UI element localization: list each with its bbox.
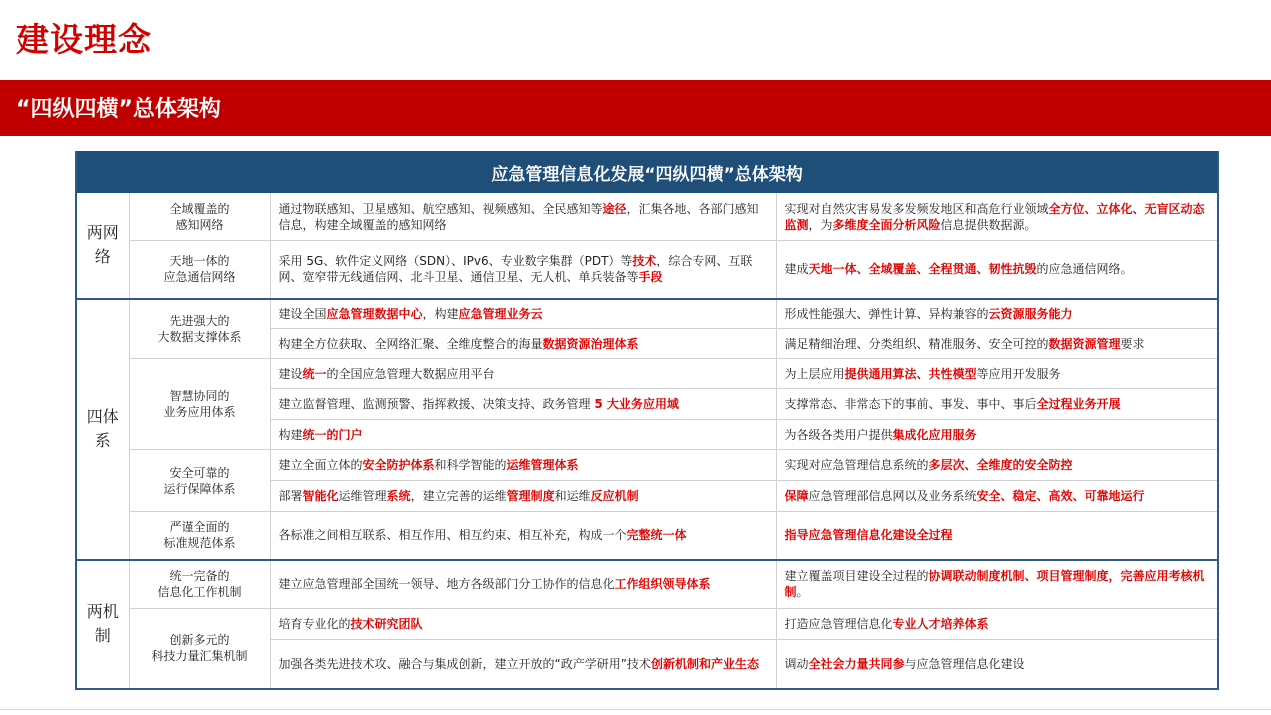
table-row <box>76 560 1218 609</box>
text-segment: 建设全国 <box>278 306 327 321</box>
highlight-text: 应急管理业务云 <box>458 306 543 321</box>
text-segment: 为各级各类用户提供 <box>784 427 893 442</box>
text-segment: 建成 <box>784 262 809 277</box>
text-segment: 等应用开发服务 <box>976 366 1061 381</box>
subsystem-label-line: 运行保障体系 <box>163 481 236 496</box>
measure-cell <box>270 450 776 481</box>
goal-cell <box>776 609 1218 640</box>
text-segment: 各标准之间相互联系、相互作用、相互约束、相互补充，构成一个 <box>278 528 627 543</box>
highlight-text: 统一 <box>302 366 327 381</box>
table-row <box>76 450 1218 481</box>
text-segment: 建立覆盖项目建设全过程的 <box>784 569 929 584</box>
highlight-text: 完整统一体 <box>626 528 687 543</box>
group-label-line: 系 <box>94 431 111 450</box>
subsystem-label-line: 天地一体的 <box>169 254 230 269</box>
subsystem-label-line: 科技力量汇集机制 <box>151 649 248 664</box>
subsystem-label-line: 全域覆盖的 <box>169 201 230 216</box>
highlight-text: 统一的门户 <box>302 427 363 442</box>
highlight-text: 运维管理体系 <box>506 458 579 472</box>
highlight-text: 协调联动制度机制、项目管理制度，完善应用考核机制 <box>784 569 1205 600</box>
group-label-cell <box>76 299 129 560</box>
subsystem-label-cell <box>129 299 270 359</box>
table-title: 应急管理信息化发展“四纵四横”总体架构 <box>76 152 1218 193</box>
measure-cell <box>270 560 776 609</box>
subsystem-label-line: 感知网络 <box>175 217 224 232</box>
text-segment: 形成性能强大、弹性计算、异构兼容的 <box>784 306 989 321</box>
highlight-text: 反应机制 <box>590 489 639 503</box>
section-banner-title: “四纵四横”总体架构 <box>16 97 221 122</box>
text-segment: 建立全面立体的 <box>278 458 363 472</box>
text-segment: 的应急通信网络。 <box>1036 262 1133 277</box>
text-segment: 要求 <box>1120 336 1145 351</box>
group-label-cell <box>76 193 129 299</box>
measure-cell <box>270 329 776 359</box>
group-label-line: 络 <box>94 247 111 267</box>
highlight-text: 途径 <box>602 201 627 216</box>
highlight-text: 创新机制和产业生态 <box>650 656 759 671</box>
measure-cell <box>270 481 776 512</box>
text-segment: 实现对自然灾害易发多发频发地区和高危行业领域 <box>784 201 1049 216</box>
text-segment: 支撑常态、非常态下的事前、事发、事中、事后 <box>784 397 1037 411</box>
subsystem-label-line: 严谨全面的 <box>169 520 230 535</box>
highlight-text: 全方位、立体化、无盲区动态监测 <box>784 201 1205 232</box>
text-segment: 打造应急管理信息化 <box>784 617 893 631</box>
highlight-text: 集成化应用服务 <box>892 427 977 442</box>
text-segment: 加强各类先进技术攻、融合与集成创新，建立开放的“政产学研用”技术 <box>278 656 651 671</box>
text-segment: 构建全方位获取、全网络汇聚、全维度整合的海量 <box>278 336 543 351</box>
measure-cell <box>270 512 776 560</box>
text-segment: ，建立完善的运维 <box>410 489 507 503</box>
subsystem-label-cell <box>129 193 270 241</box>
highlight-text: 技术 <box>632 254 657 269</box>
subsystem-label-line: 安全可靠的 <box>169 465 230 480</box>
measure-cell <box>270 299 776 329</box>
text-segment: 。 <box>796 585 809 600</box>
highlight-text: 全社会力量共同参 <box>808 656 905 671</box>
text-segment: 通过物联感知、卫星感知、航空感知、视频感知、全民感知等 <box>278 201 603 216</box>
text-segment: ，为 <box>808 217 833 232</box>
goal-cell <box>776 193 1218 241</box>
measure-cell <box>270 241 776 299</box>
table-row <box>76 512 1218 560</box>
highlight-text: 管理制度 <box>506 489 555 503</box>
highlight-text: 系统 <box>386 489 411 503</box>
highlight-text: 应急管理数据中心 <box>326 306 423 321</box>
text-segment: 部署 <box>278 489 303 503</box>
highlight-text: 数据资源管理 <box>1048 336 1121 351</box>
table-header-row <box>76 152 1218 193</box>
text-segment: 建立应急管理部全国统一领导、地方各级部门分工协作的信息化 <box>278 577 615 592</box>
text-segment: 和运维 <box>554 489 591 503</box>
highlight-text: 天地一体、全域覆盖、全程贯通、韧性抗毁 <box>808 262 1037 277</box>
highlight-text: 专业人才培养体系 <box>892 617 989 631</box>
text-segment: 建立监督管理、监测预警、指挥救援、决策支持、政务管理 <box>278 397 595 411</box>
subsystem-label-cell <box>129 609 270 689</box>
measure-cell <box>270 640 776 689</box>
subsystem-label-line: 先进强大的 <box>169 313 230 328</box>
table-row <box>76 241 1218 299</box>
group-label-line: 制 <box>94 626 111 645</box>
goal-cell <box>776 512 1218 560</box>
subsystem-label-cell <box>129 560 270 609</box>
goal-cell <box>776 241 1218 299</box>
highlight-text: 云资源服务能力 <box>988 306 1073 321</box>
text-segment: 采用 5G、软件定义网络（SDN）、IPv6、专业数字集群（PDT）等 <box>278 254 633 269</box>
highlight-text: 5 大业务应用域 <box>594 397 679 411</box>
table-row <box>76 299 1218 329</box>
measure-cell <box>270 420 776 450</box>
table-body <box>76 193 1218 689</box>
goal-cell <box>776 420 1218 450</box>
text-segment: 实现对应急管理信息系统的 <box>784 458 929 472</box>
highlight-text: 安全防护体系 <box>362 458 435 472</box>
subsystem-label-line: 统一完备的 <box>169 569 230 584</box>
measure-cell <box>270 193 776 241</box>
section-banner <box>0 80 1271 136</box>
group-label-line: 四体 <box>86 407 119 426</box>
highlight-text: 技术研究团队 <box>350 617 423 631</box>
highlight-text: 多层次、全维度的安全防控 <box>928 458 1073 472</box>
subsystem-label-line: 信息化工作机制 <box>157 585 242 600</box>
highlight-text: 提供通用算法、共性模型 <box>844 366 977 381</box>
text-segment: 调动 <box>784 656 809 671</box>
text-segment: 运维管理 <box>338 489 387 503</box>
subsystem-label-line: 大数据支撑体系 <box>157 329 242 344</box>
text-segment: ，构建 <box>422 306 459 321</box>
highlight-text: 工作组织领导体系 <box>614 577 711 592</box>
text-segment: ，汇集各地、各部门感知信息，构建全域覆盖的感知网络 <box>278 201 759 232</box>
architecture-table <box>75 151 1219 690</box>
text-segment: 的全国应急管理大数据应用平台 <box>326 366 495 381</box>
text-segment: 与应急管理信息化建设 <box>904 656 1025 671</box>
bottom-divider <box>0 709 1271 710</box>
highlight-text: 手段 <box>638 270 663 285</box>
goal-cell <box>776 450 1218 481</box>
table-row <box>76 359 1218 389</box>
subsystem-label-line: 应急通信网络 <box>163 270 236 285</box>
subsystem-label-line: 智慧协同的 <box>169 389 230 403</box>
text-segment: 和科学智能的 <box>434 458 507 472</box>
subsystem-label-cell <box>129 359 270 450</box>
text-segment: 培育专业化的 <box>278 617 351 631</box>
subsystem-label-line: 标准规范体系 <box>163 536 236 551</box>
goal-cell <box>776 359 1218 389</box>
goal-cell <box>776 299 1218 329</box>
text-segment: 为上层应用 <box>784 366 845 381</box>
text-segment: 应急管理部信息网以及业务系统 <box>808 489 977 503</box>
subsystem-label-line: 业务应用体系 <box>163 405 236 419</box>
highlight-text: 安全、稳定、高效、可靠地运行 <box>976 489 1145 503</box>
goal-cell <box>776 481 1218 512</box>
subsystem-label-cell <box>129 241 270 299</box>
text-segment: 信息提供数据源。 <box>940 217 1037 232</box>
highlight-text: 指导应急管理信息化建设全过程 <box>784 528 953 543</box>
measure-cell <box>270 609 776 640</box>
highlight-text: 多维度全面分析风险 <box>832 217 941 232</box>
goal-cell <box>776 329 1218 359</box>
highlight-text: 智能化 <box>302 489 339 503</box>
goal-cell <box>776 389 1218 420</box>
table-row <box>76 193 1218 241</box>
text-segment: 构建 <box>278 427 303 442</box>
goal-cell <box>776 640 1218 689</box>
page-title: 建设理念 <box>16 20 152 59</box>
goal-cell <box>776 560 1218 609</box>
measure-cell <box>270 359 776 389</box>
text-segment: ，综合专网、互联网、宽窄带无线通信网、北斗卫星、通信卫星、无人机、单兵装备等 <box>278 254 753 285</box>
highlight-text: 数据资源治理体系 <box>542 336 639 351</box>
group-label-cell <box>76 560 129 689</box>
text-segment: 建设 <box>278 366 303 381</box>
subsystem-label-cell <box>129 512 270 560</box>
highlight-text: 全过程业务开展 <box>1036 397 1121 411</box>
text-segment: 满足精细治理、分类组织、精准服务、安全可控的 <box>784 336 1049 351</box>
group-label-line: 两机 <box>86 602 119 621</box>
table-row <box>76 609 1218 640</box>
subsystem-label-line: 创新多元的 <box>169 633 230 648</box>
highlight-text: 保障 <box>784 489 809 503</box>
subsystem-label-cell <box>129 450 270 512</box>
group-label-line: 两网 <box>86 223 119 243</box>
measure-cell <box>270 389 776 420</box>
